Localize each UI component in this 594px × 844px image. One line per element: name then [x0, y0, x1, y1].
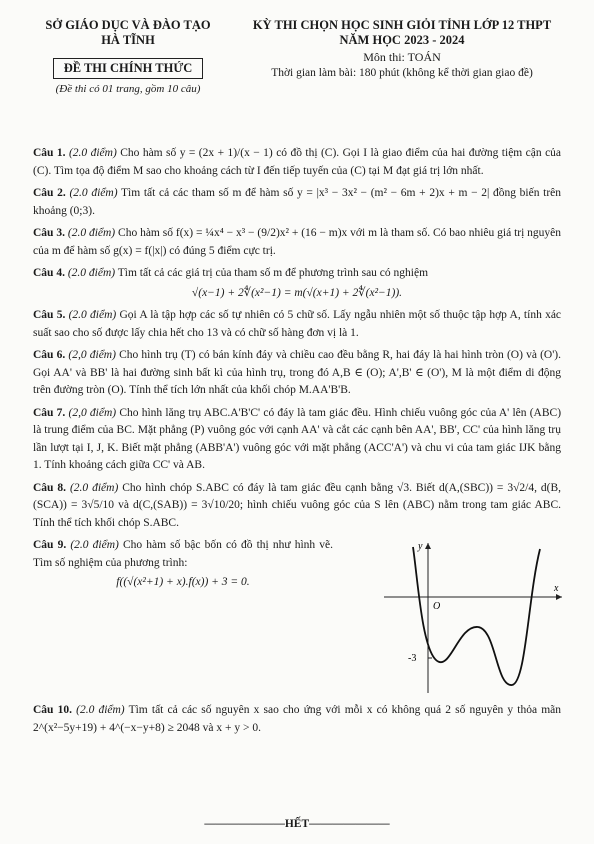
y-axis-arrow	[425, 543, 431, 549]
question-points: (2,0 điểm)	[68, 406, 117, 419]
question-9-text-block	[33, 537, 333, 592]
question-points: (2,0 điểm)	[68, 349, 116, 361]
question-text: Gọi A là tập hợp các số tự nhiên có 5 chữ số. Lấy ngẫu nhiên một số thuộc tập hợp A, tính xác suất sao cho số được lấy chia hết cho 13 và có chữ số hàng đơn vị là 1.	[33, 309, 562, 339]
question-2	[33, 185, 561, 220]
function-curve	[413, 547, 540, 685]
department-line1: SỞ GIÁO DỤC VÀ ĐÀO TẠO	[45, 18, 211, 32]
questions-list	[33, 145, 561, 742]
question-text: Cho hàm số f(x) = ¼x⁴ − x³ − (9/2)x² + (16 − m)x với m là tham số. Có bao nhiêu giá trị nguyên của m để hàm số g(x) = f(|x|) có đúng 5 điểm cực trị.	[33, 227, 562, 257]
question-9	[33, 537, 561, 697]
question-formula: f((√(x²+1) + x).f(x)) + 3 = 0.	[116, 576, 250, 588]
question-label: Câu 9.	[33, 539, 67, 551]
question-3	[33, 225, 561, 260]
question-points: (2.0 điểm)	[76, 704, 125, 716]
question-points: (2.0 điểm)	[70, 539, 119, 551]
question-label: Câu 7.	[33, 406, 66, 419]
x-axis-arrow	[556, 594, 562, 600]
question-text: Cho hàm số y = (2x + 1)/(x − 1) có đồ thị (C). Gọi I là giao điểm của hai đường tiệm cận của (C). Tìm tọa độ điểm M sao cho khoảng cách từ I đến tiếp tuyến của (C) tại M đạt giá trị lớn nhất.	[33, 147, 562, 177]
official-exam-label: ĐỀ THI CHÍNH THỨC	[53, 58, 204, 79]
school-year: NĂM HỌC 2023 - 2024	[339, 33, 465, 47]
question-10	[33, 702, 561, 737]
quartic-function-graph	[378, 537, 568, 697]
header-right	[232, 18, 572, 79]
question-5	[33, 307, 561, 342]
question-label: Câu 5.	[33, 309, 66, 321]
question-7	[33, 405, 561, 475]
y-axis-label: y	[418, 541, 423, 552]
question-label: Câu 8.	[33, 481, 67, 494]
question-text: Cho hình trụ (T) có bán kính đáy và chiều cao đều bằng R, hai đáy là hai hình tròn (O) và (O'). Gọi AA' và BB' là hai đường sinh bất kì của hình trụ, trong đó A,B ∈ (O); A',B' ∈ (O'), M là một điểm di động trên đường tròn (O). Tính thể tích lớn nhất của khối chóp M.AA'B'B.	[33, 349, 561, 396]
question-1	[33, 145, 561, 180]
question-text: Tìm tất cả các tham số m để hàm số y = |x³ − 3x² − (m² − 6m + 2)x + m − 2| đồng biến trên khoảng (0;3).	[33, 187, 562, 217]
header-left	[28, 18, 228, 95]
page-note: (Đề thi có 01 trang, gồm 10 câu)	[55, 83, 201, 95]
end-mark: ———————HẾT———————	[204, 818, 390, 830]
question-label: Câu 6.	[33, 349, 66, 361]
question-4	[33, 265, 561, 302]
question-points: (2.0 điểm)	[69, 187, 118, 199]
x-axis-label: x	[554, 583, 559, 594]
question-points: (2.0 điểm)	[67, 267, 116, 279]
question-text: Tìm tất cả các giá trị của tham số m để phương trình sau có nghiệm	[117, 267, 429, 279]
question-points: (2.0 điểm)	[69, 481, 119, 494]
question-label: Câu 4.	[33, 267, 65, 279]
question-formula: √(x−1) + 2∜(x²−1) = m(√(x+1) + 2∜(x²−1)).	[191, 286, 403, 299]
time-limit: Thời gian làm bài: 180 phút (không kể thời gian giao đề)	[271, 67, 533, 79]
question-text: Cho hình chóp S.ABC có đáy là tam giác đều cạnh bằng √3. Biết d(A,(SBC)) = 3√2/4, d(B,(SCA)) = 3√5/10 và d(C,(SAB)) = 3√10/20; hình chiếu vuông góc của S lên (ABC) nằm trong tam giác ABC. Tính thể tích khối chóp S.ABC.	[33, 481, 562, 529]
question-text: Cho hàm số bậc bốn có đồ thị như hình vẽ. Tìm số nghiệm của phương trình:	[33, 539, 334, 569]
question-text: Cho hình lăng trụ ABC.A'B'C' có đáy là tam giác đều. Hình chiếu vuông góc của A' lên (ABC) là trung điểm của BC. Mặt phẳng (P) vuông góc với cạnh AA' và cắt các cạnh bên AA', BB', CC' của hình lăng trụ lần lượt tại I, J, K. Biết mặt phẳng (ABB'A') vuông góc với mặt phẳng (ACC'A') và chu vi của tam giác IJK bằng 1. Tính khoảng cách giữa CC' và AB.	[33, 406, 562, 471]
question-label: Câu 10.	[33, 704, 72, 716]
exam-title: KỲ THI CHỌN HỌC SINH GIỎI TỈNH LỚP 12 THPT	[252, 18, 552, 32]
question-6	[33, 347, 561, 400]
question-label: Câu 1.	[33, 147, 66, 159]
question-points: (2.0 điểm)	[68, 147, 117, 159]
question-8	[33, 480, 561, 533]
question-label: Câu 2.	[33, 187, 66, 199]
subject: Môn thi: TOÁN	[363, 50, 441, 64]
department-line2: HÀ TĨNH	[101, 33, 155, 47]
origin-label: O	[433, 601, 441, 612]
question-points: (2.0 điểm)	[67, 227, 116, 239]
y-tick-label: -3	[408, 653, 417, 664]
question-text: Tìm tất cả các số nguyên x sao cho ứng với mỗi x có không quá 2 số nguyên y thỏa mãn 2^(x²−5y+19) + 4^(−x−y+8) ≥ 2048 và x + y > 0.	[33, 704, 562, 734]
question-label: Câu 3.	[33, 227, 65, 239]
question-points: (2.0 điểm)	[68, 309, 117, 321]
